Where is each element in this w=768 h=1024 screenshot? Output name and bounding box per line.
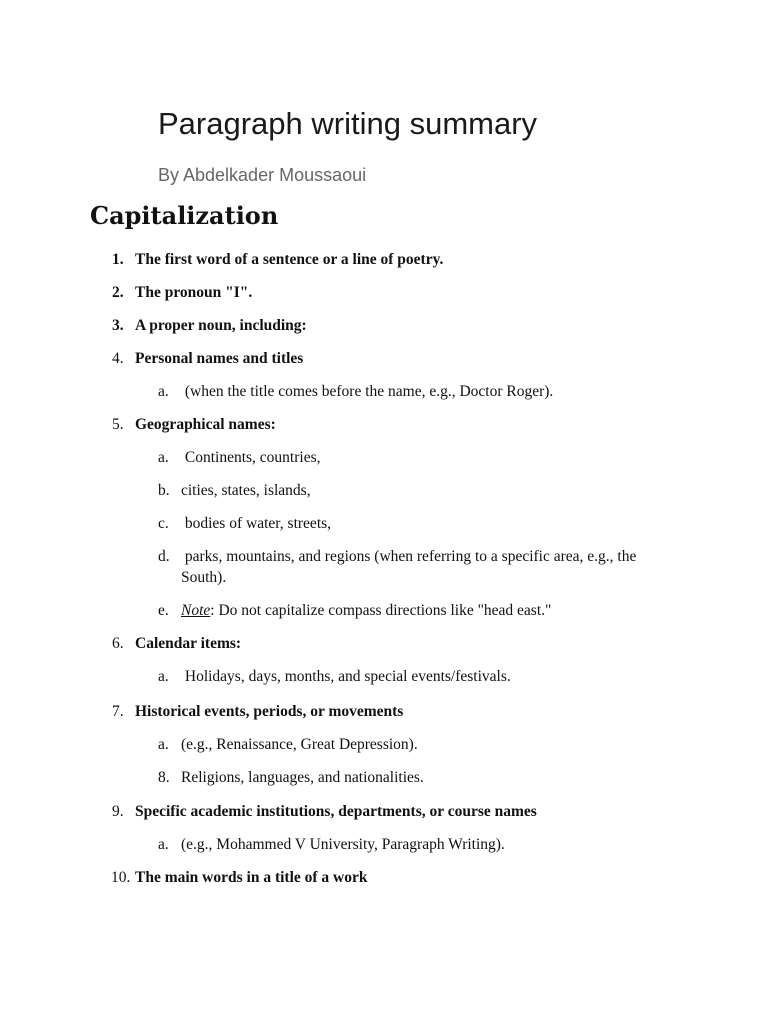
sub-list-item-number: 8. <box>158 769 170 786</box>
sub-list-item-letter: e. <box>158 602 169 619</box>
list-item-number: 7. <box>112 703 124 720</box>
sub-list-item-letter: a. <box>158 836 169 853</box>
sub-list-item-letter: d. <box>158 548 170 565</box>
document-title: Paragraph writing summary <box>158 106 538 141</box>
sub-list-item-letter: a. <box>158 736 169 753</box>
list-item-text: The pronoun "I". <box>135 284 253 301</box>
list-item-number: 6. <box>112 635 124 652</box>
list-item-number: 1. <box>112 251 124 268</box>
sub-list-item-letter: c. <box>158 515 169 532</box>
sub-list-item-text: (e.g., Renaissance, Great Depression). <box>181 736 418 753</box>
sub-list-item-letter: b. <box>158 482 170 499</box>
sub-list-item-letter: a. <box>158 449 169 466</box>
list-item-text: The first word of a sentence or a line of poetry. <box>135 251 444 268</box>
note-label: Note <box>181 602 211 619</box>
list-item-text: Personal names and titles <box>135 350 304 367</box>
sub-list-item-letter: a. <box>158 668 169 685</box>
list-item-text: Calendar items: <box>135 635 242 652</box>
list-item-text: The main words in a title of a work <box>135 869 368 886</box>
list-item-text: Specific academic institutions, departments, or course names <box>135 803 537 820</box>
sub-list-item-text: Religions, languages, and nationalities. <box>181 769 424 786</box>
sub-list-item-letter: a. <box>158 383 169 400</box>
note-text: : Do not capitalize compass directions like "head east." <box>210 602 552 619</box>
sub-list-item-text: cities, states, islands, <box>181 482 311 499</box>
section-heading: Capitalization <box>90 201 279 230</box>
sub-list-item-text: (e.g., Mohammed V University, Paragraph Writing). <box>181 836 505 853</box>
sub-list-item-text: bodies of water, streets, <box>181 515 332 532</box>
document-author: By Abdelkader Moussaoui <box>158 165 367 185</box>
sub-list-item-text: (when the title comes before the name, e.g., Doctor Roger). <box>181 383 554 400</box>
sub-list-item-text: Holidays, days, months, and special events/festivals. <box>181 668 511 685</box>
list-item-number: 2. <box>112 284 124 301</box>
list-item-number: 5. <box>112 416 124 433</box>
list-item-number: 3. <box>112 317 124 334</box>
list-item-number: 9. <box>112 803 124 820</box>
list-item-text: Historical events, periods, or movements <box>135 703 404 720</box>
list-item-number: 4. <box>112 350 124 367</box>
sub-list-item-text <box>181 600 681 621</box>
list-item-number: 10. <box>111 869 131 886</box>
list-item-text: Geographical names: <box>135 416 276 433</box>
sub-list-item-text: Continents, countries, <box>181 449 321 466</box>
sub-list-item-text: parks, mountains, and regions (when referring to a specific area, e.g., the South). <box>181 548 641 586</box>
list-item-text: A proper noun, including: <box>135 317 307 334</box>
